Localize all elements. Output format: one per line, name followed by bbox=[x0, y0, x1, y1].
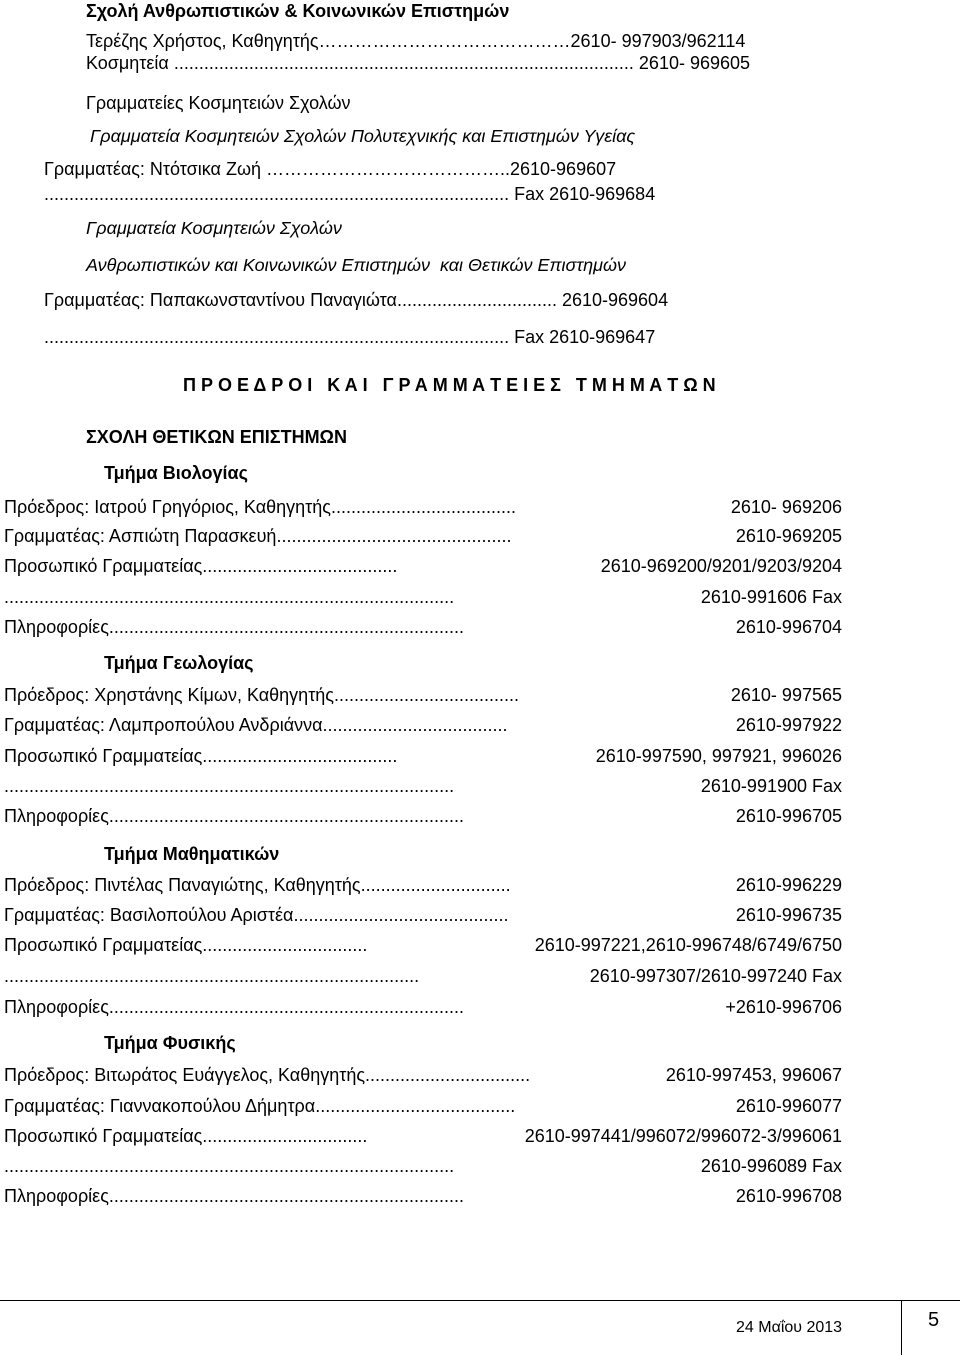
department-line: Πληροφορίες ....................................................................... +2610-996706 bbox=[4, 997, 842, 1017]
department-line: Προσωπικό Γραμματείας ................................. 2610-997221,2610-996748/6749/6750 bbox=[4, 935, 842, 955]
school-header bbox=[0, 0, 960, 26]
department-line: Πρόεδρος: Χρηστάνης Κίμων, Καθηγητής ..................................... 2610- 997565 bbox=[4, 685, 842, 705]
department-line: Προσωπικό Γραμματείας ................................. 2610-997441/996072/996072-3/996061 bbox=[4, 1126, 842, 1146]
department-line: Γραμματέας: Λαμπροπούλου Ανδριάννα ..................................... 2610-997922 bbox=[4, 715, 842, 735]
department-title: Τμήμα Φυσικής bbox=[104, 1033, 236, 1053]
department-line: Προσωπικό Γραμματείας ....................................... 2610-997590, 997921, 996026 bbox=[4, 746, 842, 766]
school-name: ΣΧΟΛΗ ΘΕΤΙΚΩΝ ΕΠΙΣΤΗΜΩΝ bbox=[86, 427, 347, 447]
department-line: ................................................................................... 2610-997307/2610-997240 Fax bbox=[4, 966, 842, 986]
department-line: .......................................................................................... 2610-996089 Fax bbox=[4, 1156, 842, 1176]
department-title: Τμήμα Μαθηματικών bbox=[104, 844, 280, 864]
section-title: Π Ρ Ο Ε Δ Ρ Ο Ι Κ Α Ι Γ Ρ Α Μ Μ Α Τ Ε Ι Ε Σ Τ Μ Η Μ Α Τ Ω Ν bbox=[183, 375, 716, 395]
sec2-fax: ............................................................................................. Fax 2610-969647 bbox=[44, 327, 656, 347]
department-line: Πληροφορίες ....................................................................... 2610-996704 bbox=[4, 617, 842, 637]
dean-text: Τερέζης Χρήστος, Καθηγητής……………………………………2610- 997903/962114 bbox=[86, 31, 746, 51]
department-line: Γραμματέας: Βασιλοπούλου Αριστέα ........................................... 2610-996735 bbox=[4, 905, 842, 925]
department-line: Πληροφορίες ....................................................................... 2610-996705 bbox=[4, 806, 842, 826]
department-line: .......................................................................................... 2610-991606 Fax bbox=[4, 587, 842, 607]
department-line: Γραμματέας: Ασπιώτη Παρασκευή ............................................... 2610-969205 bbox=[4, 526, 842, 546]
secretariats-heading: Γραμματείες Κοσμητειών Σχολών bbox=[86, 93, 351, 113]
page-number: 5 bbox=[928, 1309, 940, 1331]
department-line: Πρόεδρος: Πιντέλας Παναγιώτης, Καθηγητής .............................. 2610-996229 bbox=[4, 875, 842, 895]
sec2-title-line1: Γραμματεία Κοσμητειών Σχολών bbox=[86, 218, 342, 238]
footer-date: 24 Μαΐου 2013 bbox=[736, 1319, 843, 1336]
dean-office-line bbox=[0, 48, 960, 78]
department-line: .......................................................................................... 2610-991900 Fax bbox=[4, 776, 842, 796]
sec1-title: Γραμματεία Κοσμητειών Σχολών Πολυτεχνικής και Επιστημών Υγείας bbox=[90, 126, 636, 146]
department-line: Πρόεδρος: Ιατρού Γρηγόριος, Καθηγητής ..................................... 2610- 969206 bbox=[4, 497, 842, 517]
department-line: Γραμματέας: Γιαννακοπούλου Δήμητρα ........................................ 2610-996077 bbox=[4, 1096, 842, 1116]
department-title: Τμήμα Γεωλογίας bbox=[104, 653, 254, 673]
school-header-text: Σχολή Ανθρωπιστικών & Κοινωνικών Επιστημών bbox=[86, 1, 510, 21]
department-title: Τμήμα Βιολογίας bbox=[104, 463, 248, 483]
footer-rule bbox=[0, 1300, 960, 1301]
department-line: Πρόεδρος: Βιτωράτος Ευάγγελος, Καθηγητής ................................. 2610-997453, 996067 bbox=[4, 1065, 842, 1085]
department-line: Προσωπικό Γραμματείας ....................................... 2610-969200/9201/9203/9204 bbox=[4, 556, 842, 576]
sec1-fax: ............................................................................................. Fax 2610-969684 bbox=[44, 184, 656, 204]
sec2-secretary: Γραμματέας: Παπακωνσταντίνου Παναγιώτα................................ 2610-969604 bbox=[44, 290, 669, 310]
department-line: Πληροφορίες ....................................................................... 2610-996708 bbox=[4, 1186, 842, 1206]
dean-office-text: Κοσμητεία ............................................................................................ 2610- 969605 bbox=[86, 53, 751, 73]
sec1-secretary: Γραμματέας: Ντότσικα Ζωή …………………………………..2610-969607 bbox=[44, 159, 617, 179]
sec2-title-line2: Ανθρωπιστικών και Κοινωνικών Επιστημών και Θετικών Επιστημών bbox=[86, 255, 627, 275]
